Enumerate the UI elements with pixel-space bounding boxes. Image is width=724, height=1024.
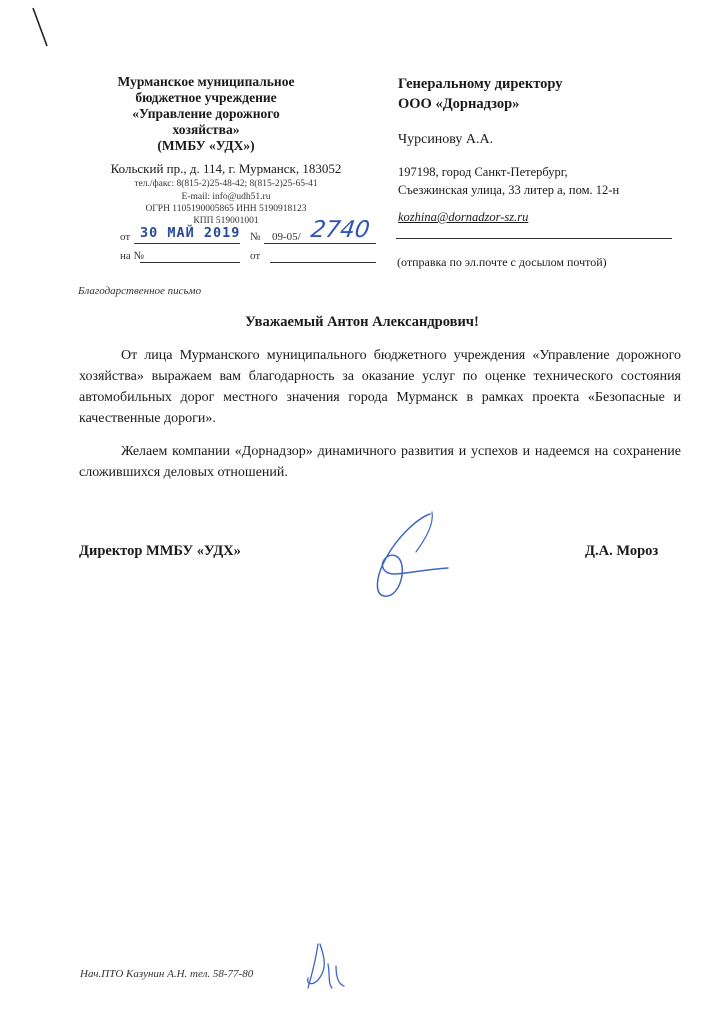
salutation: Уважаемый Антон Александрович! xyxy=(245,314,479,330)
recipient-email: kozhina@dornadzor-sz.ru xyxy=(398,210,529,224)
recipient-title xyxy=(398,74,563,114)
handwritten-number: 2740 xyxy=(309,217,372,243)
sender-ogrn-inn: ОГРН 1105190005865 ИНН 5190918123 xyxy=(145,204,307,214)
sender-org-line: хозяйства» xyxy=(172,122,240,137)
number-prefix: 09-05/ xyxy=(272,231,301,243)
sender-organization xyxy=(95,74,317,154)
date-underline xyxy=(134,243,240,244)
reply-from-underline xyxy=(270,262,376,263)
body-paragraph-2: Желаем компании «Дорнадзор» динамичного развития и успехов и надеемся на сохранение сложившихся деловых отношений. xyxy=(79,444,681,480)
sender-email: E-mail: info@udh51.ru xyxy=(181,192,271,202)
recipient-title-line: Генеральному директору xyxy=(398,76,563,92)
reply-to-label: на № xyxy=(120,250,145,262)
sender-org-line: бюджетное учреждение xyxy=(135,90,277,105)
sender-phone: тел./факс: 8(815-2)25-48-42; 8(815-2)25-65-41 xyxy=(134,179,318,189)
reply-from-label: от xyxy=(250,250,261,262)
reply-to-underline xyxy=(140,262,240,263)
delivery-note: (отправка по эл.почте с досылом почтой) xyxy=(397,255,607,269)
recipient-name: Чурсинову А.А. xyxy=(398,132,494,147)
sender-kpp: КПП 519001001 xyxy=(193,216,259,226)
date-stamp: 30 МАЙ 2019 xyxy=(140,225,241,241)
signatory-name: Д.А. Мороз xyxy=(585,543,659,559)
executor-initials xyxy=(298,940,350,994)
scan-mark xyxy=(0,0,80,60)
sender-address: Кольский пр., д. 114, г. Мурманск, 183052 xyxy=(110,161,342,176)
recipient-address-line: 197198, город Санкт-Петербург, xyxy=(398,165,568,179)
recipient-company: ООО «Дорнадзор» xyxy=(398,96,520,112)
signatory-position: Директор ММБУ «УДХ» xyxy=(79,543,241,559)
number-underline xyxy=(264,243,376,244)
recipient-underline xyxy=(396,238,672,239)
letter-subject: Благодарственное письмо xyxy=(78,285,202,297)
sender-org-line: «Управление дорожного xyxy=(132,106,280,121)
number-label: № xyxy=(250,231,261,243)
date-label: от xyxy=(120,231,131,243)
executor-info: Нач.ПТО Казунин А.Н. тел. 58-77-80 xyxy=(80,968,254,980)
body-paragraph xyxy=(79,345,681,429)
sender-org-short: (ММБУ «УДХ») xyxy=(157,138,255,153)
body-paragraph-1: От лица Мурманского муниципального бюджетного учреждения «Управление дорожного хозяйства» выражаем вам благодарность за оказание услуг по оценке технического состояния автомобильных дорог местного значения города Мурманск в рамках проекта «Безопасные и качественные дороги». xyxy=(79,348,681,426)
recipient-address xyxy=(398,163,619,199)
recipient-address-line: Съезжинская улица, 33 литер а, пом. 12-н xyxy=(398,183,620,197)
body-paragraph xyxy=(79,441,681,483)
sender-org-line: Мурманское муниципальное xyxy=(117,74,295,89)
handwritten-signature xyxy=(360,508,455,605)
